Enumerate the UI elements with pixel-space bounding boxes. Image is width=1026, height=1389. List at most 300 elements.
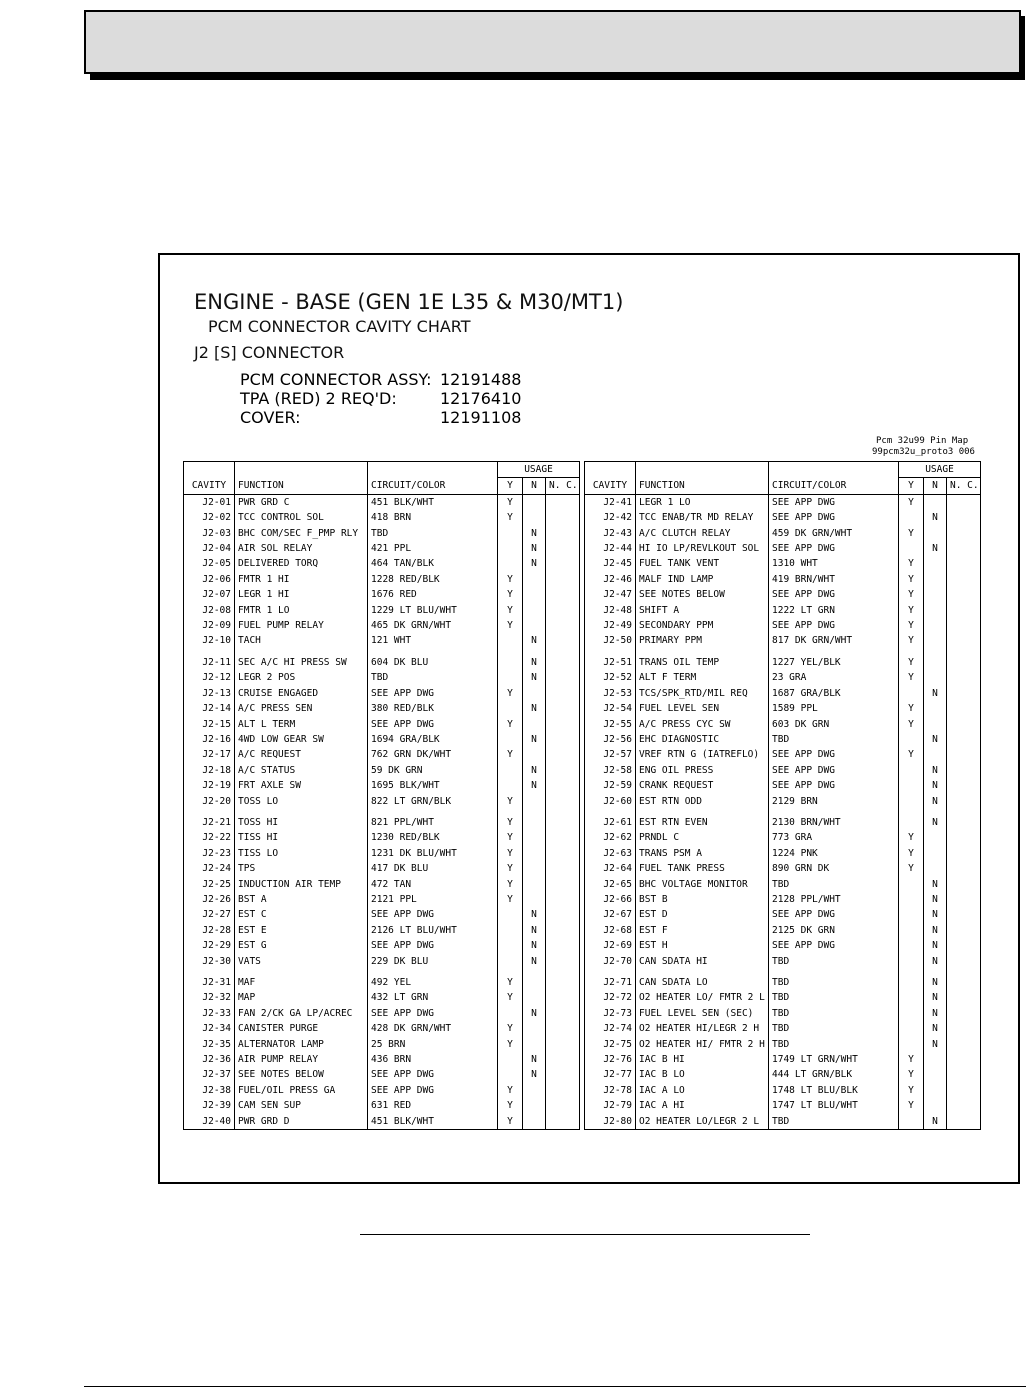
usage-n-cell (924, 494, 947, 510)
usage-y-cell (899, 778, 924, 793)
usage-nc-cell (947, 686, 981, 701)
cavity-cell: J2-36 (184, 1052, 235, 1067)
function-cell: O2 HEATER LO/ FMTR 2 L (636, 990, 769, 1005)
usage-y-cell: Y (899, 846, 924, 861)
usage-y-cell: Y (899, 526, 924, 541)
table-row (585, 1052, 981, 1067)
usage-nc-cell (546, 603, 580, 618)
usage-nc-cell (947, 861, 981, 876)
usage-nc-cell (947, 990, 981, 1005)
assembly-label: COVER: (240, 408, 301, 427)
usage-nc-cell (947, 846, 981, 861)
usage-nc-cell (546, 969, 580, 990)
cavity-cell: J2-62 (585, 830, 636, 845)
circuit-cell: SEE APP DWG (769, 541, 899, 556)
cavity-cell: J2-61 (585, 809, 636, 830)
usage-y-cell: Y (899, 747, 924, 762)
usage-nc-cell (947, 717, 981, 732)
usage-n-cell (924, 572, 947, 587)
usage-n-cell: N (924, 938, 947, 953)
usage-nc-cell (546, 1067, 580, 1082)
usage-nc-cell (546, 1114, 580, 1130)
function-cell: MAP (235, 990, 368, 1005)
table-row (184, 686, 580, 701)
function-cell: FMTR 1 HI (235, 572, 368, 587)
table-row (585, 877, 981, 892)
function-cell: A/C CLUTCH RELAY (636, 526, 769, 541)
table-row (184, 809, 580, 830)
assembly-value: 12176410 (440, 389, 522, 408)
function-header: FUNCTION (235, 462, 368, 495)
usage-y-cell: Y (899, 633, 924, 648)
cavity-cell: J2-08 (184, 603, 235, 618)
usage-nc-cell (947, 969, 981, 990)
usage-y-cell (899, 877, 924, 892)
cavity-cell: J2-09 (184, 618, 235, 633)
usage-n-cell: N (523, 541, 546, 556)
cavity-header: CAVITY (184, 462, 235, 495)
circuit-cell: 604 DK BLU (368, 649, 498, 670)
usage-y-cell: Y (498, 747, 523, 762)
table-row (585, 541, 981, 556)
usage-y-cell (899, 794, 924, 809)
table-row (585, 494, 981, 510)
circuit-cell: SEE APP DWG (769, 618, 899, 633)
usage-nc-cell (947, 587, 981, 602)
circuit-cell: 1310 WHT (769, 556, 899, 571)
table-row (184, 510, 580, 525)
usage-y-cell (498, 556, 523, 571)
usage-n-cell: N (523, 649, 546, 670)
cavity-cell: J2-46 (585, 572, 636, 587)
function-cell: O2 HEATER LO/LEGR 2 L (636, 1114, 769, 1130)
function-cell: TISS HI (235, 830, 368, 845)
assembly-label: TPA (RED) 2 REQ'D: (240, 389, 397, 408)
circuit-cell: SEE APP DWG (368, 686, 498, 701)
cavity-cell: J2-69 (585, 938, 636, 953)
usage-y-cell (498, 526, 523, 541)
usage-nc-cell (546, 1052, 580, 1067)
function-cell: FUEL/OIL PRESS GA (235, 1083, 368, 1098)
usage-y-cell: Y (899, 556, 924, 571)
table-row (184, 1114, 580, 1130)
usage-n-cell (523, 1037, 546, 1052)
usage-n-cell (523, 861, 546, 876)
circuit-cell: 459 DK GRN/WHT (769, 526, 899, 541)
usage-n-cell (924, 861, 947, 876)
usage-nc-cell (947, 510, 981, 525)
circuit-cell: 436 BRN (368, 1052, 498, 1067)
table-row (184, 938, 580, 953)
function-cell: FUEL LEVEL SEN (636, 701, 769, 716)
function-cell: TCS/SPK_RTD/MIL REQ (636, 686, 769, 701)
usage-nc-cell (947, 541, 981, 556)
usage-nc-cell (947, 892, 981, 907)
usage-n-cell: N (523, 1052, 546, 1067)
circuit-cell: 1589 PPL (769, 701, 899, 716)
usage-nc-cell (546, 861, 580, 876)
function-cell: O2 HEATER HI/ FMTR 2 H (636, 1037, 769, 1052)
usage-y-cell (899, 1006, 924, 1021)
usage-nc-cell (947, 778, 981, 793)
usage-n-cell: N (924, 990, 947, 1005)
circuit-cell: SEE APP DWG (769, 938, 899, 953)
usage-nc-cell (947, 809, 981, 830)
table-row (585, 633, 981, 648)
usage-nc-cell (546, 747, 580, 762)
circuit-cell: 1695 BLK/WHT (368, 778, 498, 793)
usage-nc-cell (947, 1037, 981, 1052)
usage-n-cell (523, 717, 546, 732)
cavity-cell: J2-77 (585, 1067, 636, 1082)
table-row (184, 1067, 580, 1082)
circuit-header: CIRCUIT/COLOR (769, 462, 899, 495)
usage-nc-cell (947, 556, 981, 571)
usage-n-cell (924, 717, 947, 732)
circuit-cell: 773 GRA (769, 830, 899, 845)
usage-n-cell: N (924, 892, 947, 907)
table-row (184, 732, 580, 747)
cavity-cell: J2-42 (585, 510, 636, 525)
cavity-cell: J2-57 (585, 747, 636, 762)
table-row (585, 587, 981, 602)
table-row (184, 747, 580, 762)
table-row (585, 907, 981, 922)
function-cell: EST F (636, 923, 769, 938)
usage-n-cell (924, 747, 947, 762)
usage-y-cell: Y (899, 861, 924, 876)
usage-nc-cell (546, 732, 580, 747)
cavity-cell: J2-56 (585, 732, 636, 747)
table-row (184, 1098, 580, 1113)
table-row (585, 649, 981, 670)
circuit-cell: SEE APP DWG (368, 1067, 498, 1082)
usage-y-cell (498, 732, 523, 747)
table-row (585, 861, 981, 876)
function-cell: PWR GRD D (235, 1114, 368, 1130)
circuit-cell: SEE APP DWG (769, 510, 899, 525)
usage-nc-cell (546, 526, 580, 541)
usage-y-cell (899, 510, 924, 525)
function-cell: ALTERNATOR LAMP (235, 1037, 368, 1052)
cavity-cell: J2-12 (184, 670, 235, 685)
cavity-cell: J2-53 (585, 686, 636, 701)
usage-n-cell: N (523, 1067, 546, 1082)
table-row (585, 1114, 981, 1130)
cavity-cell: J2-45 (585, 556, 636, 571)
function-cell: FMTR 1 LO (235, 603, 368, 618)
circuit-cell: 1231 DK BLU/WHT (368, 846, 498, 861)
function-cell: ENG OIL PRESS (636, 763, 769, 778)
table-row (585, 618, 981, 633)
circuit-cell: TBD (769, 969, 899, 990)
usage-nc-cell (546, 587, 580, 602)
function-cell: O2 HEATER HI/LEGR 2 H (636, 1021, 769, 1036)
table-row (585, 969, 981, 990)
circuit-cell: 1687 GRA/BLK (769, 686, 899, 701)
function-cell: FAN 2/CK GA LP/ACREC (235, 1006, 368, 1021)
usage-y-cell: Y (498, 990, 523, 1005)
usage-n-cell (924, 649, 947, 670)
usage-n-cell (924, 1052, 947, 1067)
table-row (184, 541, 580, 556)
function-cell: LEGR 2 POS (235, 670, 368, 685)
usage-nc-cell (947, 1052, 981, 1067)
usage-n-cell: N (924, 510, 947, 525)
usage-y-cell (498, 541, 523, 556)
cavity-cell: J2-51 (585, 649, 636, 670)
circuit-cell: 2130 BRN/WHT (769, 809, 899, 830)
usage-nc-cell (947, 494, 981, 510)
usage-n-cell (523, 1083, 546, 1098)
table-row (184, 572, 580, 587)
cavity-cell: J2-70 (585, 954, 636, 969)
usage-y-cell: Y (899, 701, 924, 716)
usage-nc-cell (947, 907, 981, 922)
circuit-cell: 421 PPL (368, 541, 498, 556)
table-row (585, 603, 981, 618)
function-cell: LEGR 1 LO (636, 494, 769, 510)
function-cell: PWR GRD C (235, 494, 368, 510)
circuit-cell: 1747 LT BLU/WHT (769, 1098, 899, 1113)
table-row (585, 510, 981, 525)
cavity-cell: J2-05 (184, 556, 235, 571)
usage-y-cell: Y (899, 572, 924, 587)
cavity-cell: J2-49 (585, 618, 636, 633)
usage-n-cell: N (924, 877, 947, 892)
usage-n-cell: N (523, 732, 546, 747)
table-row (585, 670, 981, 685)
usage-y-cell: Y (899, 649, 924, 670)
usage-n-cell (924, 1067, 947, 1082)
function-cell: TOSS HI (235, 809, 368, 830)
usage-nc-cell (546, 556, 580, 571)
circuit-cell: 121 WHT (368, 633, 498, 648)
function-cell: HI IO LP/REVLKOUT SOL (636, 541, 769, 556)
function-header: FUNCTION (636, 462, 769, 495)
usage-nc-header: N. C. (947, 478, 981, 494)
function-cell: FUEL PUMP RELAY (235, 618, 368, 633)
table-row (184, 1021, 580, 1036)
circuit-cell: SEE APP DWG (769, 494, 899, 510)
usage-nc-cell (546, 990, 580, 1005)
cavity-cell: J2-55 (585, 717, 636, 732)
table-row (184, 1037, 580, 1052)
function-cell: TPS (235, 861, 368, 876)
table-row (585, 778, 981, 793)
function-cell: BHC COM/SEC F_PMP RLY (235, 526, 368, 541)
function-cell: SHIFT A (636, 603, 769, 618)
usage-n-cell (924, 556, 947, 571)
circuit-cell: 1694 GRA/BLK (368, 732, 498, 747)
circuit-cell: 1229 LT BLU/WHT (368, 603, 498, 618)
usage-nc-cell (546, 794, 580, 809)
usage-n-cell (523, 846, 546, 861)
function-cell: AIR PUMP RELAY (235, 1052, 368, 1067)
assembly-value: 12191108 (440, 408, 522, 427)
usage-nc-cell (546, 717, 580, 732)
cavity-cell: J2-79 (585, 1098, 636, 1113)
cavity-cell: J2-03 (184, 526, 235, 541)
function-cell: VATS (235, 954, 368, 969)
usage-n-header: N (523, 478, 546, 494)
cavity-cell: J2-76 (585, 1052, 636, 1067)
usage-y-cell (899, 938, 924, 953)
circuit-cell: 821 PPL/WHT (368, 809, 498, 830)
circuit-cell: 1228 RED/BLK (368, 572, 498, 587)
usage-nc-cell (546, 763, 580, 778)
usage-n-cell (924, 618, 947, 633)
usage-y-cell: Y (498, 603, 523, 618)
table-row (585, 1083, 981, 1098)
table-row (585, 732, 981, 747)
table-row (184, 649, 580, 670)
connector-title: J2 [S] CONNECTOR (194, 343, 345, 362)
circuit-cell: 2121 PPL (368, 892, 498, 907)
function-cell: IAC A LO (636, 1083, 769, 1098)
usage-y-cell: Y (899, 1052, 924, 1067)
circuit-cell: TBD (769, 1114, 899, 1130)
usage-n-cell (523, 510, 546, 525)
cavity-cell: J2-17 (184, 747, 235, 762)
usage-n-cell (924, 587, 947, 602)
usage-y-cell (498, 1052, 523, 1067)
usage-y-cell (899, 686, 924, 701)
usage-n-cell (523, 877, 546, 892)
circuit-cell: SEE APP DWG (769, 778, 899, 793)
circuit-cell: 451 BLK/WHT (368, 494, 498, 510)
usage-n-cell: N (523, 701, 546, 716)
usage-y-cell (899, 809, 924, 830)
usage-nc-cell (546, 1098, 580, 1113)
table-row (585, 747, 981, 762)
footer-rule (84, 1386, 1026, 1387)
circuit-cell: 444 LT GRN/BLK (769, 1067, 899, 1082)
usage-n-cell (523, 572, 546, 587)
usage-y-header: Y (498, 478, 523, 494)
usage-y-cell: Y (899, 1083, 924, 1098)
usage-n-cell (924, 526, 947, 541)
table-row (184, 892, 580, 907)
function-cell: DELIVERED TORQ (235, 556, 368, 571)
usage-n-cell (523, 830, 546, 845)
function-cell: TRANS OIL TEMP (636, 649, 769, 670)
table-row (184, 954, 580, 969)
usage-y-cell: Y (498, 1098, 523, 1113)
usage-nc-cell (546, 778, 580, 793)
usage-nc-cell (947, 1021, 981, 1036)
circuit-cell: SEE APP DWG (769, 763, 899, 778)
function-cell: TISS LO (235, 846, 368, 861)
usage-y-cell (498, 1006, 523, 1021)
function-cell: IAC A HI (636, 1098, 769, 1113)
table-row (585, 1037, 981, 1052)
function-cell: TRANS PSM A (636, 846, 769, 861)
table-row (184, 763, 580, 778)
cavity-cell: J2-75 (585, 1037, 636, 1052)
usage-y-cell: Y (899, 1098, 924, 1113)
cavity-cell: J2-23 (184, 846, 235, 861)
usage-n-cell: N (523, 923, 546, 938)
function-cell: EST G (235, 938, 368, 953)
circuit-cell: 59 DK GRN (368, 763, 498, 778)
table-row (184, 830, 580, 845)
usage-nc-cell (947, 954, 981, 969)
usage-n-cell (924, 830, 947, 845)
circuit-cell: 229 DK BLU (368, 954, 498, 969)
usage-n-cell: N (523, 907, 546, 922)
usage-nc-cell (546, 670, 580, 685)
cavity-cell: J2-34 (184, 1021, 235, 1036)
table-row (585, 954, 981, 969)
circuit-cell: 464 TAN/BLK (368, 556, 498, 571)
cavity-cell: J2-32 (184, 990, 235, 1005)
usage-nc-cell (546, 846, 580, 861)
usage-nc-cell (947, 1083, 981, 1098)
cavity-cell: J2-07 (184, 587, 235, 602)
chart-subtitle: PCM CONNECTOR CAVITY CHART (208, 317, 471, 336)
table-row (184, 778, 580, 793)
circuit-cell: TBD (368, 526, 498, 541)
table-row (184, 846, 580, 861)
usage-n-cell: N (924, 907, 947, 922)
function-cell: SEE NOTES BELOW (636, 587, 769, 602)
usage-y-cell (899, 732, 924, 747)
cavity-cell: J2-20 (184, 794, 235, 809)
circuit-cell: 472 TAN (368, 877, 498, 892)
cavity-cell: J2-60 (585, 794, 636, 809)
usage-y-cell: Y (498, 618, 523, 633)
usage-n-header: N (924, 478, 947, 494)
cavity-cell: J2-22 (184, 830, 235, 845)
table-row (585, 1006, 981, 1021)
circuit-cell: 2129 BRN (769, 794, 899, 809)
usage-n-cell (523, 686, 546, 701)
function-cell: TCC CONTROL SOL (235, 510, 368, 525)
cavity-table-right (584, 461, 981, 1130)
function-cell: EST D (636, 907, 769, 922)
circuit-cell: 1230 RED/BLK (368, 830, 498, 845)
usage-n-cell: N (523, 633, 546, 648)
usage-nc-cell (546, 649, 580, 670)
table-row (585, 830, 981, 845)
circuit-cell: 1749 LT GRN/WHT (769, 1052, 899, 1067)
cavity-table-left (183, 461, 580, 1130)
cavity-cell: J2-19 (184, 778, 235, 793)
usage-n-cell (523, 990, 546, 1005)
circuit-cell: TBD (769, 732, 899, 747)
cavity-cell: J2-38 (184, 1083, 235, 1098)
table-row (585, 938, 981, 953)
usage-nc-cell (546, 510, 580, 525)
circuit-cell: 418 BRN (368, 510, 498, 525)
usage-nc-cell (947, 938, 981, 953)
usage-y-cell: Y (899, 670, 924, 685)
circuit-cell: SEE APP DWG (368, 1083, 498, 1098)
usage-nc-cell (546, 830, 580, 845)
function-cell: PRIMARY PPM (636, 633, 769, 648)
usage-y-cell: Y (498, 510, 523, 525)
circuit-cell: 25 BRN (368, 1037, 498, 1052)
usage-nc-cell (947, 1098, 981, 1113)
usage-y-cell: Y (899, 830, 924, 845)
cavity-cell: J2-58 (585, 763, 636, 778)
usage-nc-cell (546, 809, 580, 830)
usage-n-cell: N (924, 969, 947, 990)
usage-y-cell (899, 969, 924, 990)
function-cell: A/C STATUS (235, 763, 368, 778)
usage-y-cell: Y (498, 572, 523, 587)
